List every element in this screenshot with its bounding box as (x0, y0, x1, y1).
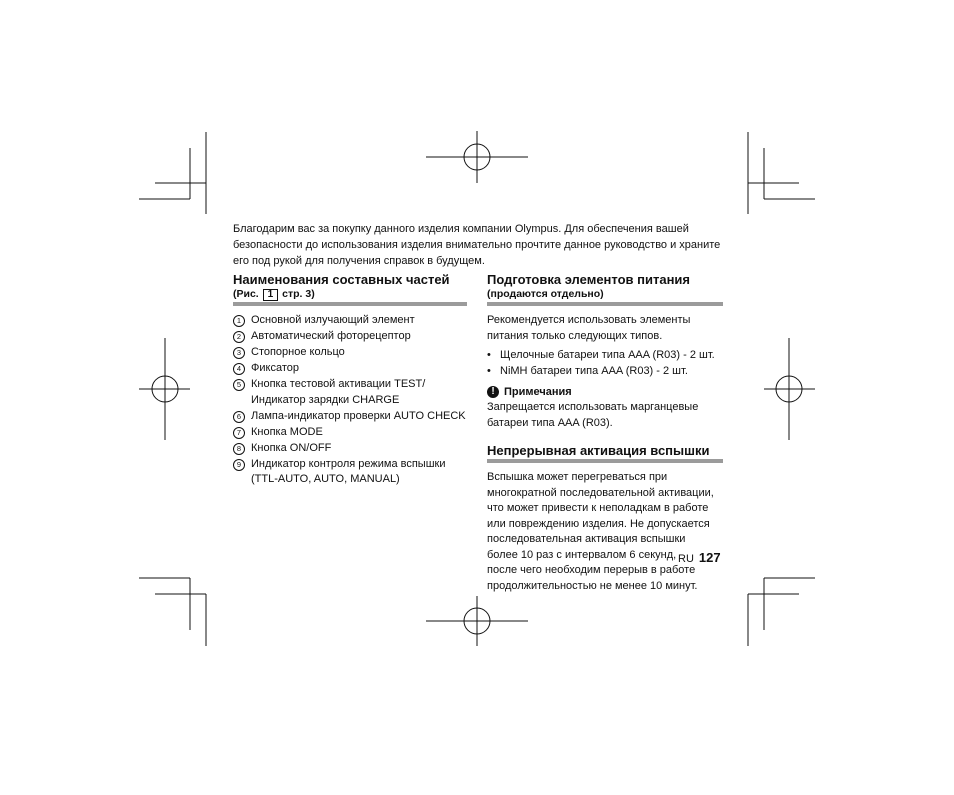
battery-type: Щелочные батареи типа AAA (R03) - 2 шт. (500, 349, 715, 361)
caution-icon: ! (487, 386, 499, 398)
list-item (233, 441, 467, 457)
part-name: Индикатор контроля режима вспышки (TTL-AUTO, AUTO, MANUAL) (251, 457, 446, 485)
ref-suffix: стр. 3) (282, 288, 315, 300)
circled-number: 2 (233, 331, 245, 343)
list-item (233, 329, 467, 345)
batteries-intro: Рекомендуется использовать элементы питания только следующих типов. (487, 314, 691, 342)
circled-number: 6 (233, 411, 245, 423)
list-item (233, 313, 467, 329)
batteries-title: Подготовка элементов питания (487, 272, 691, 287)
intro-text: Благодарим вас за покупку данного изделия компании Olympus. Для обеспечения вашей безопасности до использования изделия внимательно прочтите данное руководство и храните его под рукой для получения справок в будущем. (233, 223, 721, 267)
batteries-subtitle: (продаются отдельно) (487, 288, 723, 306)
part-name: Автоматический фоторецептор (251, 330, 411, 342)
continuous-text: Вспышка может перегреваться при многократной последовательной активации, что может привести к неполадкам в работе или повреждению изделия. Не допускается последовательная активация вспышки более 10 раз с интервалом 6 секунд, после чего необходим перерыв в работе продолжительностью не менее 10 минут. (487, 471, 714, 592)
list-item (233, 457, 467, 488)
list-item (233, 409, 467, 425)
ref-prefix: (Рис. (233, 288, 259, 300)
list-item (233, 425, 467, 441)
page-number (678, 550, 721, 567)
batteries-section (487, 272, 723, 594)
battery-type: NiMH батареи типа AAA (R03) - 2 шт. (500, 364, 688, 377)
parts-title: Наименования составных частей (233, 272, 450, 287)
part-name: Лампа-индикатор проверки AUTO CHECK (251, 409, 466, 422)
part-name: Основной излучающий элемент (251, 314, 415, 326)
list-item (233, 377, 467, 408)
circled-number: 4 (233, 363, 245, 375)
circled-number: 9 (233, 459, 245, 471)
part-name: Кнопка тестовой активации TEST/ Индикатор зарядки CHARGE (251, 378, 426, 406)
list-item (233, 361, 467, 377)
circled-number: 3 (233, 347, 245, 359)
continuous-title: Непрерывная активация вспышки (487, 443, 723, 463)
list-item (487, 348, 723, 364)
parts-section (233, 272, 467, 488)
note-title: Примечания (504, 386, 572, 398)
bullet-icon: • (487, 349, 491, 361)
circled-number: 8 (233, 443, 245, 455)
part-name: Стопорное кольцо (251, 346, 345, 358)
parts-figure-reference (233, 288, 467, 306)
circled-number: 5 (233, 379, 245, 391)
battery-types-list (487, 348, 723, 379)
part-name: Кнопка MODE (251, 425, 323, 438)
part-name: Фиксатор (251, 362, 299, 374)
list-item (233, 345, 467, 361)
bullet-icon: • (487, 364, 491, 377)
language-code: RU (678, 553, 694, 565)
part-name: Кнопка ON/OFF (251, 441, 332, 454)
circled-number: 1 (233, 315, 245, 327)
parts-list (233, 313, 467, 488)
circled-number: 7 (233, 427, 245, 439)
note-heading (487, 385, 723, 399)
page-number-value: 127 (698, 550, 721, 565)
note-text: Запрещается использовать марганцевые батареи типа AAA (R03). (487, 401, 699, 429)
figure-number-box: 1 (263, 289, 279, 301)
list-item (487, 364, 723, 380)
